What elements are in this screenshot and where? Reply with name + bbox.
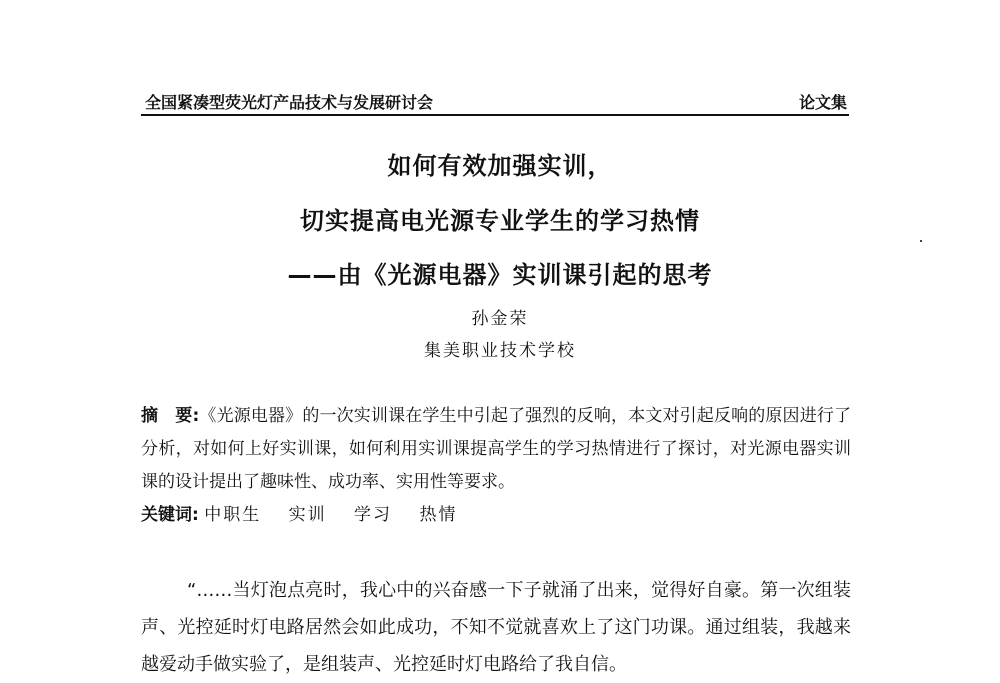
abstract-text: 《光源电器》的一次实训课在学生中引起了强烈的反响，本文对引起反响的原因进行了分析，对如何上好实训课，如何利用实训课提高学生的学习热情进行了探讨，对光源电器实训课的设计提出了趣味性、成功率、实用性等要求。: [141, 406, 851, 492]
body-paragraph: [141, 572, 851, 683]
title-line-1: 如何有效加强实训，: [387, 152, 613, 180]
keyword: 实训: [288, 505, 327, 525]
title-line-2: 切实提高电光源专业学生的学习热情: [300, 207, 700, 235]
abstract: [141, 400, 851, 499]
author-name: 孙金荣: [471, 309, 529, 329]
keywords-label: 关键词:: [141, 505, 199, 525]
subtitle: ——由《光源电器》实训课引起的思考: [287, 261, 713, 289]
keyword: 学习: [354, 505, 393, 525]
keywords: [141, 499, 851, 532]
keyword: 热情: [419, 505, 458, 525]
conference-name: 全国紧凑型荧光灯产品技术与发展研讨会: [145, 93, 434, 112]
body-paragraph-text: “……当灯泡点亮时，我心中的兴奋感一下子就涌了出来，觉得好自豪。第一次组装声、光控延时灯电路居然会如此成功，不知不觉就喜欢上了这门功课。通过组装，我越来越爱动手做实验了，是组装声、光控延时灯电路给了我自信。: [141, 580, 851, 675]
collection-label: 论文集: [798, 93, 847, 112]
keyword: 中职生: [204, 505, 262, 525]
scan-speck: [920, 240, 922, 242]
author-affiliation: 集美职业技术学校: [424, 341, 576, 361]
abstract-label: 摘 要:: [141, 406, 200, 426]
running-header: [141, 86, 849, 116]
